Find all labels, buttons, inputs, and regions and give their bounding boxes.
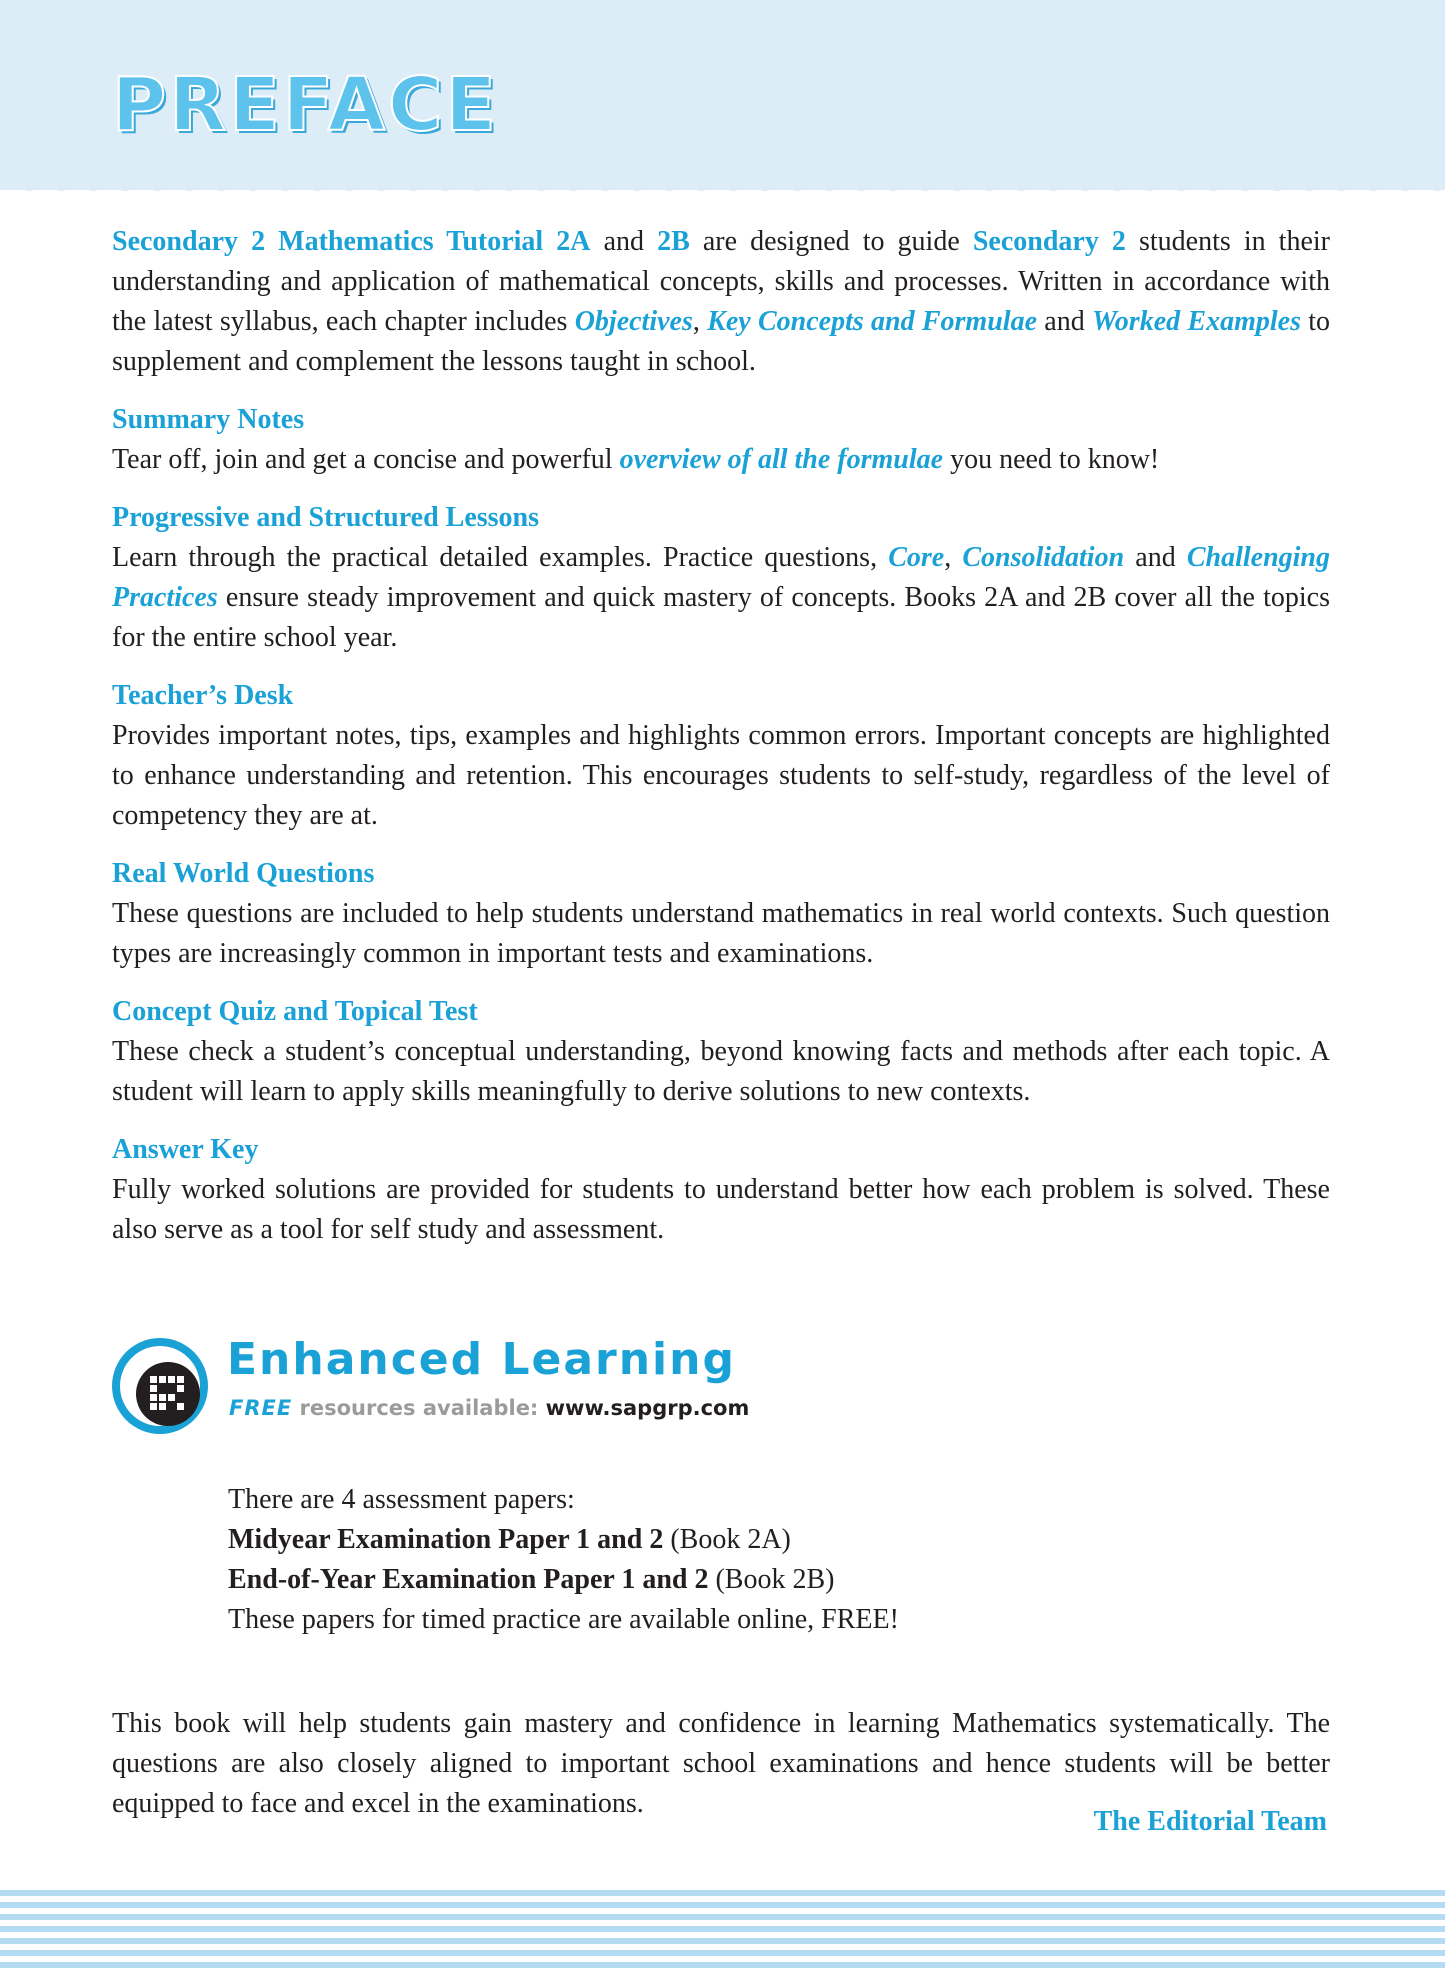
closing-paragraph: This book will help students gain mastery and confidence in learning Mathematics systematically. The questions are also closely aligned to important school examinations and hence students will be better equipped to face and excel in the examinations. (112, 1708, 1330, 1819)
worked-examples-highlight: Worked Examples (1091, 306, 1301, 337)
section-summary-notes (112, 400, 1330, 480)
section-progressive-lessons (112, 498, 1330, 658)
papers-note: These papers for timed practice are available online, FREE! (228, 1604, 899, 1635)
page-title: PREFACE (112, 62, 499, 148)
section-answer-key (112, 1130, 1330, 1250)
signature: The Editorial Team (1093, 1806, 1327, 1837)
section-body: Learn through the practical detailed examples. Practice questions, Core, Consolidation and Challenging Practices ensure steady improvement and quick mastery of concepts. Books 2A and 2B cover all the topics for the entire school year. (112, 542, 1331, 653)
section-title: Progressive and Structured Lessons (112, 502, 540, 533)
section-title: Concept Quiz and Topical Test (112, 996, 478, 1027)
section-body: Fully worked solutions are provided for students to understand better how each problem is solved. These also serve as a tool for self study and assessment. (112, 1174, 1330, 1245)
overview-highlight: overview of all the formulae (619, 444, 944, 475)
section-title: Teacher’s Desk (112, 680, 294, 711)
enhanced-learning-logo-icon (112, 1338, 208, 1434)
enhanced-learning-subtitle: FREE resources available: www.sapgrp.com (229, 1396, 750, 1420)
core-highlight: Core (888, 542, 945, 573)
papers-intro: There are 4 assessment papers: (228, 1484, 575, 1515)
section-body: Tear off, join and get a concise and powerful overview of all the formulae you need to know! (112, 444, 1160, 475)
book-title-2b: 2B (657, 226, 690, 257)
section-body: These questions are included to help students understand mathematics in real world contexts. Such question types are increasingly common in important tests and examinations. (112, 898, 1330, 969)
level-highlight: Secondary 2 (972, 226, 1126, 257)
paper-item: Midyear Examination Paper 1 and 2 (Book 2A) (228, 1524, 791, 1555)
section-body: These check a student’s conceptual understanding, beyond knowing facts and methods after each topic. A student will learn to apply skills meaningfully to derive solutions to new contexts. (112, 1036, 1330, 1107)
paper-item: End-of-Year Examination Paper 1 and 2 (Book 2B) (228, 1564, 835, 1595)
footer-stripes (0, 1890, 1445, 1974)
consolidation-highlight: Consolidation (962, 542, 1125, 573)
intro-paragraph: Secondary 2 Mathematics Tutorial 2A and 2B are designed to guide Secondary 2 students in their understanding and application of mathematical concepts, skills and processes. Written in accordance with the latest syllabus, each chapter includes Objectives, Key Concepts and Formulae and Worked Examples to supplement and complement the lessons taught in school. (112, 226, 1331, 377)
objectives-highlight: Objectives (574, 306, 693, 337)
assessment-papers (228, 1480, 1228, 1640)
challenging-highlight: Challenging Practices (112, 542, 1331, 613)
enhanced-learning-banner (112, 1334, 812, 1448)
header-wave-edge (0, 180, 1445, 200)
book-title-2a: Secondary 2 Mathematics Tutorial 2A (112, 226, 591, 257)
preface-content (112, 222, 1330, 1268)
section-title: Answer Key (112, 1134, 259, 1165)
section-body: Provides important notes, tips, examples and highlights common errors. Important concepts are highlighted to enhance understanding and retention. This encourages students to self-study, regardless of the level of competency they are at. (112, 720, 1330, 831)
website-link[interactable]: www.sapgrp.com (545, 1396, 750, 1420)
section-title: Real World Questions (112, 858, 375, 889)
enhanced-learning-title: Enhanced Learning (227, 1334, 736, 1385)
section-concept-quiz (112, 992, 1330, 1112)
section-real-world-questions (112, 854, 1330, 974)
section-teachers-desk (112, 676, 1330, 836)
key-concepts-highlight: Key Concepts and Formulae (707, 306, 1037, 337)
section-title: Summary Notes (112, 404, 305, 435)
grid-pattern-icon (136, 1362, 200, 1426)
